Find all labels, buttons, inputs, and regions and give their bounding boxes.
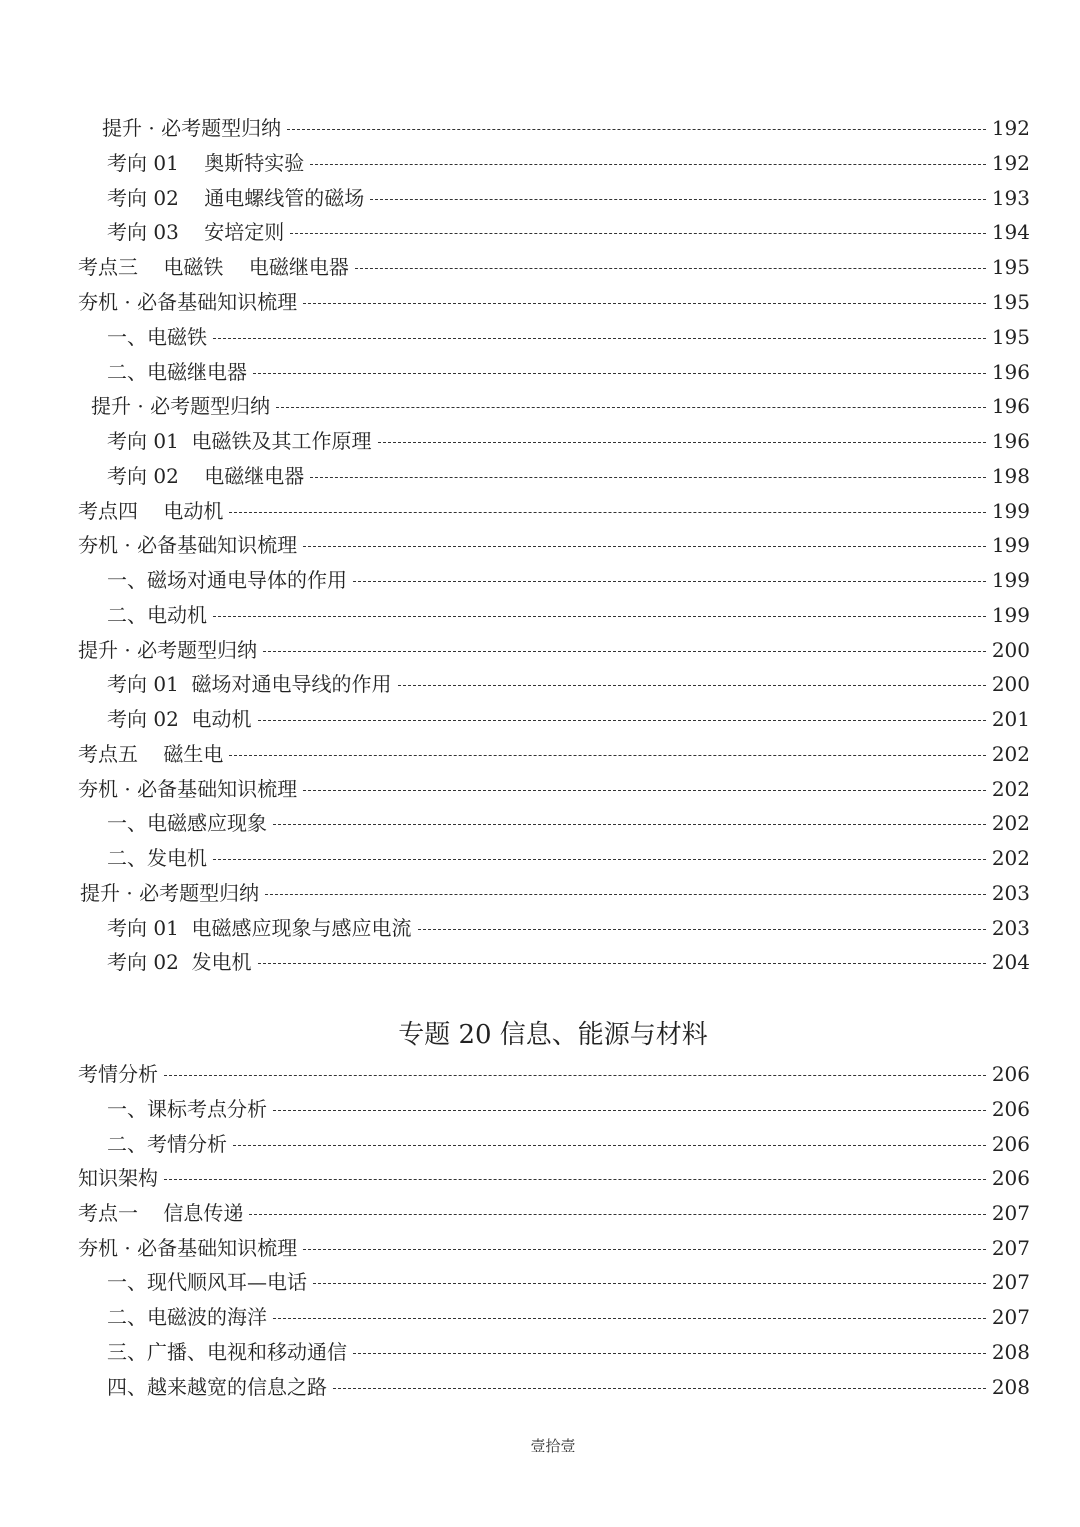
toc-entry[interactable] — [107, 357, 1030, 387]
toc-entry-label: 二、电磁继电器 — [107, 360, 247, 384]
toc-page-number: 199 — [991, 568, 1030, 592]
toc-entry-label: 知识架构 — [78, 1166, 158, 1190]
toc-entry-label: 四、越来越宽的信息之路 — [107, 1375, 327, 1399]
toc-entry-label: 考向 01 奥斯特实验 — [107, 151, 305, 175]
toc-entry-label: 一、磁场对通电导体的作用 — [107, 568, 347, 592]
toc-entry-label: 提升 · 必考题型归纳 — [78, 638, 258, 662]
chapter-title: 专题 20 信息、能源与材料 — [398, 1020, 708, 1050]
toc-entry-label: 考向 02 发电机 — [107, 950, 252, 974]
toc-entry[interactable] — [78, 496, 1030, 526]
toc-entry-label: 一、电磁感应现象 — [107, 811, 267, 835]
toc-entry-label: 一、电磁铁 — [107, 325, 207, 349]
toc-entry[interactable] — [78, 1163, 1030, 1193]
dotted-leader — [310, 164, 986, 165]
toc-entry[interactable] — [107, 600, 1030, 630]
toc-entry-label: 二、考情分析 — [107, 1132, 227, 1156]
toc-entry[interactable] — [80, 878, 1030, 908]
toc-entry[interactable] — [78, 1198, 1030, 1228]
toc-entry[interactable] — [107, 565, 1030, 595]
toc-page-number: 199 — [991, 603, 1030, 627]
toc-entry-label: 夯机 · 必备基础知识梳理 — [78, 290, 298, 314]
toc-entry[interactable] — [107, 148, 1030, 178]
toc-entry[interactable] — [78, 1059, 1030, 1089]
toc-entry-label: 一、课标考点分析 — [107, 1097, 267, 1121]
toc-entry[interactable] — [102, 113, 1030, 143]
toc-entry-label: 提升 · 必考题型归纳 — [80, 881, 260, 905]
dotted-leader — [164, 1075, 986, 1076]
toc-page-number: 208 — [991, 1375, 1030, 1399]
toc-entry[interactable] — [107, 808, 1030, 838]
dotted-leader — [265, 894, 986, 895]
dotted-leader — [249, 1214, 985, 1215]
dotted-leader — [233, 1145, 986, 1146]
dotted-leader — [398, 685, 986, 686]
toc-entry-label: 夯机 · 必备基础知识梳理 — [78, 777, 298, 801]
toc-page-number: 202 — [991, 846, 1030, 870]
toc-entry[interactable] — [78, 252, 1030, 282]
dotted-leader — [313, 1283, 986, 1284]
toc-page-number: 202 — [991, 811, 1030, 835]
toc-page-number: 199 — [991, 499, 1030, 523]
toc-page-number: 203 — [991, 916, 1030, 940]
toc-entry[interactable] — [78, 739, 1030, 769]
toc-entry-label: 考向 03 安培定则 — [107, 220, 285, 244]
dotted-leader — [273, 1318, 986, 1319]
toc-entry-label: 提升 · 必考题型归纳 — [91, 394, 271, 418]
dotted-leader — [213, 616, 986, 617]
toc-entry[interactable] — [107, 1372, 1030, 1402]
toc-page-number: 200 — [991, 672, 1030, 696]
toc-entry[interactable] — [107, 322, 1030, 352]
toc-entry-label: 三、广播、电视和移动通信 — [107, 1340, 347, 1364]
toc-page-number: 198 — [991, 464, 1030, 488]
toc-page-number: 200 — [991, 638, 1030, 662]
toc-entry[interactable] — [78, 1233, 1030, 1263]
toc-page-number: 206 — [991, 1166, 1030, 1190]
toc-page-number: 193 — [991, 186, 1030, 210]
toc-entry-label: 一、现代顺风耳—电话 — [107, 1270, 307, 1294]
toc-page-number: 207 — [991, 1201, 1030, 1225]
dotted-leader — [303, 1249, 986, 1250]
dotted-leader — [263, 651, 986, 652]
toc-page-number: 199 — [991, 533, 1030, 557]
toc-entry[interactable] — [107, 217, 1030, 247]
toc-entry-label: 二、发电机 — [107, 846, 207, 870]
toc-entry[interactable] — [78, 530, 1030, 560]
dotted-leader — [378, 442, 986, 443]
toc-page-number: 208 — [991, 1340, 1030, 1364]
toc-entry[interactable] — [107, 704, 1030, 734]
dotted-leader — [164, 1179, 986, 1180]
toc-page-number: 202 — [991, 777, 1030, 801]
toc-entry-label: 考点三 电磁铁 电磁继电器 — [78, 255, 349, 279]
dotted-leader — [303, 303, 986, 304]
toc-page-number: 201 — [991, 707, 1030, 731]
toc-entry-label: 夯机 · 必备基础知识梳理 — [78, 1236, 298, 1260]
toc-entry-label: 考向 02 电磁继电器 — [107, 464, 305, 488]
toc-page-number: 202 — [991, 742, 1030, 766]
toc-entry[interactable] — [107, 183, 1030, 213]
dotted-leader — [303, 546, 986, 547]
toc-entry-label: 二、电动机 — [107, 603, 207, 627]
toc-entry[interactable] — [78, 287, 1030, 317]
toc-page-number: 196 — [991, 394, 1030, 418]
toc-entry[interactable] — [107, 843, 1030, 873]
toc-page-number: 206 — [991, 1132, 1030, 1156]
toc-entry[interactable] — [107, 1337, 1030, 1367]
toc-entry-label: 考向 01 电磁铁及其工作原理 — [107, 429, 372, 453]
toc-page-number: 206 — [991, 1097, 1030, 1121]
dotted-leader — [333, 1388, 986, 1389]
toc-entry-label: 提升 · 必考题型归纳 — [102, 116, 282, 140]
toc-entry[interactable] — [107, 1302, 1030, 1332]
toc-page-number: 207 — [991, 1305, 1030, 1329]
toc-entry[interactable] — [107, 1094, 1030, 1124]
toc-page-number: 204 — [991, 950, 1030, 974]
toc-page-number: 207 — [991, 1236, 1030, 1260]
toc-page-number: 196 — [991, 360, 1030, 384]
toc-entry-label: 夯机 · 必备基础知识梳理 — [78, 533, 298, 557]
dotted-leader — [258, 720, 986, 721]
toc-entry[interactable] — [107, 913, 1030, 943]
toc-entry-label: 考情分析 — [78, 1062, 158, 1086]
dotted-leader — [273, 1110, 986, 1111]
toc-page-number: 195 — [991, 255, 1030, 279]
dotted-leader — [355, 268, 986, 269]
toc-entry[interactable] — [107, 669, 1030, 699]
toc-entry-label: 考向 02 电动机 — [107, 707, 252, 731]
toc-entry[interactable] — [107, 1129, 1030, 1159]
toc-entry[interactable] — [107, 426, 1030, 456]
toc-entry-label: 考点一 信息传递 — [78, 1201, 244, 1225]
dotted-leader — [273, 824, 986, 825]
toc-entry-label: 二、电磁波的海洋 — [107, 1305, 267, 1329]
toc-entry-label: 考点五 磁生电 — [78, 742, 224, 766]
toc-page-number: 195 — [991, 290, 1030, 314]
toc-page-number: 192 — [991, 116, 1030, 140]
toc-entry[interactable] — [78, 774, 1030, 804]
dotted-leader — [213, 859, 986, 860]
toc-page-number: 206 — [991, 1062, 1030, 1086]
toc-page-number: 195 — [991, 325, 1030, 349]
dotted-leader — [229, 512, 985, 513]
toc-entry[interactable] — [107, 947, 1030, 977]
toc-entry[interactable] — [91, 391, 1030, 421]
toc-page-number: 192 — [991, 151, 1030, 175]
toc-entry-label: 考向 01 磁场对通电导线的作用 — [107, 672, 392, 696]
dotted-leader — [287, 129, 986, 130]
toc-entry[interactable] — [78, 635, 1030, 665]
dotted-leader — [353, 1353, 986, 1354]
toc-page-number: 194 — [991, 220, 1030, 244]
dotted-leader — [258, 963, 986, 964]
toc-entry[interactable] — [107, 1267, 1030, 1297]
dotted-leader — [418, 929, 986, 930]
toc-page-number: 203 — [991, 881, 1030, 905]
dotted-leader — [303, 790, 986, 791]
toc-entry-label: 考点四 电动机 — [78, 499, 224, 523]
dotted-leader — [290, 233, 986, 234]
toc-entry[interactable] — [107, 461, 1030, 491]
dotted-leader — [229, 755, 985, 756]
dotted-leader — [276, 407, 986, 408]
dotted-leader — [253, 373, 986, 374]
toc-page-number: 196 — [991, 429, 1030, 453]
dotted-leader — [310, 477, 986, 478]
dotted-leader — [213, 338, 986, 339]
dotted-leader — [353, 581, 986, 582]
dotted-leader — [370, 199, 986, 200]
toc-entry-label: 考向 01 电磁感应现象与感应电流 — [107, 916, 412, 940]
toc-entry-label: 考向 02 通电螺线管的磁场 — [107, 186, 365, 210]
toc-page-number: 207 — [991, 1270, 1030, 1294]
page-footer: 壹拾壹 — [530, 1437, 576, 1455]
